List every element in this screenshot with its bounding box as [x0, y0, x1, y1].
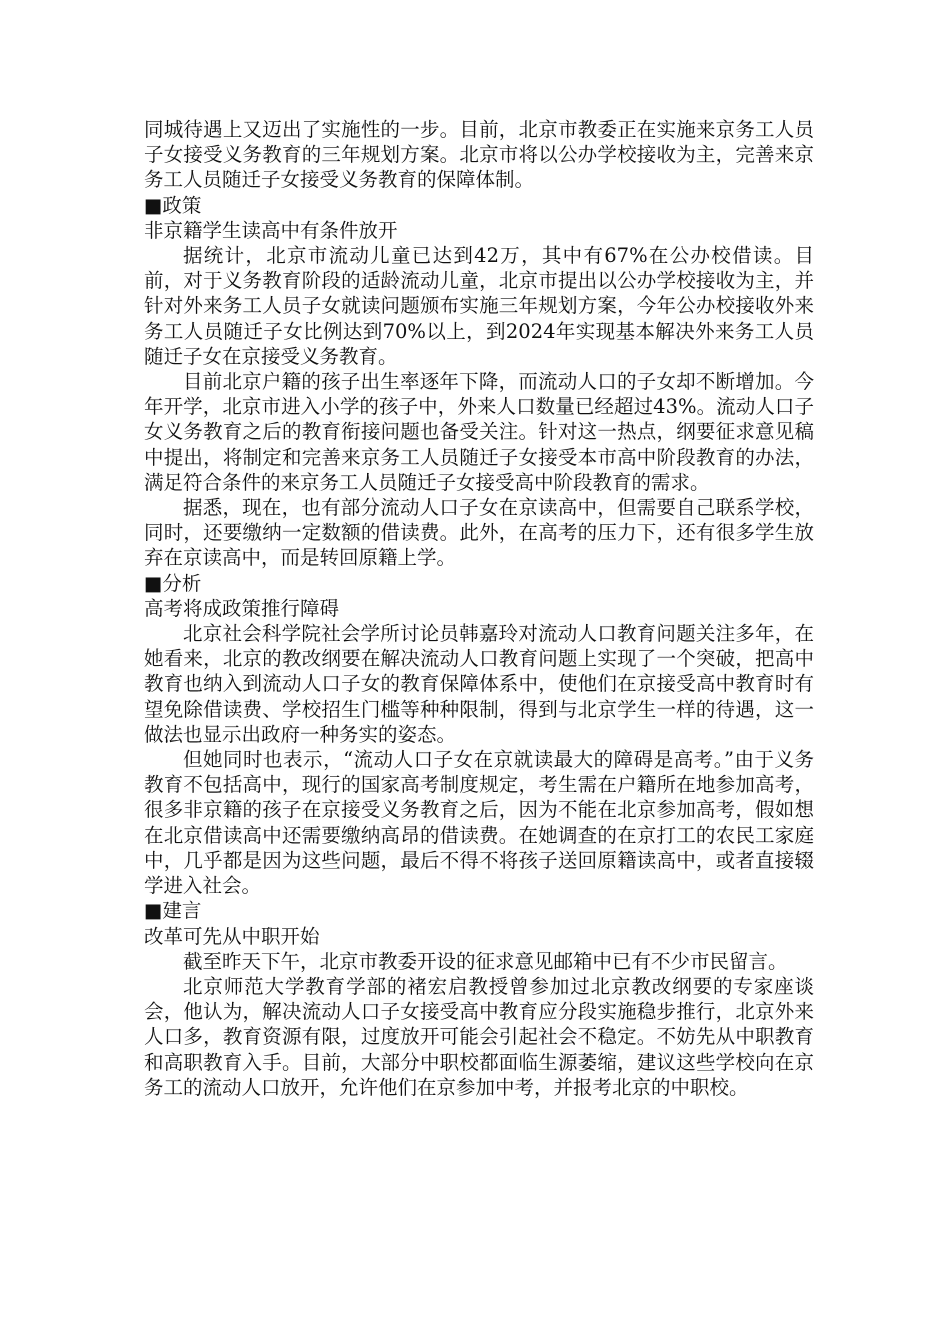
paragraph-professor-view: 北京师范大学教育学部的褚宏启教授曾参加过北京教改纲要的专家座谈会，他认为，解决流动人口子女接受高中教育应分段实施稳步推行，北京外来人口多，教育资源有限，过度放开可能会引起社会不稳定。不妨先从中职教育和高职教育入手。目前，大部分中职校都面临生源萎缩，建议这些学校向在京务工的流动人口放开，允许他们在京参加中考，并报考北京的中职校。 — [144, 974, 814, 1099]
paragraph-statistics: 据统计，北京市流动儿童已达到42万，其中有67%在公办校借读。目前，对于义务教育阶段的适龄流动儿童，北京市提出以公办学校接收为主，并针对外来务工人员子女就读问题颁布实施三年规划方案，今年公办校接收外来务工人员随迁子女比例达到70%以上，到2024年实现基本解决外来务工人员随迁子女在京接受义务教育。 — [144, 244, 814, 368]
paragraph-gaokao-obstacle: 但她同时也表示，“流动人口子女在京就读最大的障碍是高考。”由于义务教育不包括高中，现行的国家高考制度规定，考生需在户籍所在地参加高考，很多非京籍的孩子在京接受义务教育之后，因为不能在北京参加高考，假如想在北京借读高中还需要缴纳高昂的借读费。在她调查的在京打工的农民工家庭中，几乎都是因为这些问题，最后不得不将孩子送回原籍读高中，或者直接辍学进入社会。 — [144, 748, 814, 898]
section-subheading-analysis: 高考将成政策推行障碍 — [144, 596, 340, 620]
section-heading-policy: ■政策 — [144, 193, 202, 217]
document-page — [144, 117, 814, 1100]
paragraph-feedback-mailbox: 截至昨天下午，北京市教委开设的征求意见邮箱中已有不少市民留言。 — [183, 949, 788, 973]
section-heading-suggestion: ■建言 — [144, 899, 202, 923]
paragraph-continuation: 同城待遇上又迈出了实施性的一步。目前，北京市教委正在实施来京务工人员子女接受义务教育的三年规划方案。北京市将以公办学校接收为主，完善来京务工人员随迁子女接受义务教育的保障体制。 — [144, 118, 814, 192]
paragraph-birth-rate: 目前北京户籍的孩子出生率逐年下降，而流动人口的子女却不断增加。今年开学，北京市进入小学的孩子中，外来人口数量已经超过43%。流动人口子女义务教育之后的教育衔接问题也备受关注。针对这一热点，纲要征求意见稿中提出，将制定和完善来京务工人员随迁子女接受本市高中阶段教育的办法，满足符合条件的来京务工人员随迁子女接受高中阶段教育的需求。 — [144, 370, 814, 494]
section-subheading-policy: 非京籍学生读高中有条件放开 — [144, 218, 398, 242]
section-heading-analysis: ■分析 — [144, 571, 202, 595]
paragraph-researcher-view: 北京社会科学院社会学所讨论员韩嘉玲对流动人口教育问题关注多年，在她看来，北京的教改纲要在解决流动人口教育问题上实现了一个突破，把高中教育也纳入到流动人口子女的教育保障体系中，使他们在京接受高中教育时有望免除借读费、学校招生门槛等种种限制，得到与北京学生一样的待遇，这一做法也显示出政府一种务实的姿态。 — [144, 622, 814, 746]
paragraph-high-school-fees: 据悉，现在，也有部分流动人口子女在京读高中，但需要自己联系学校，同时，还要缴纳一定数额的借读费。此外，在高考的压力下，还有很多学生放弃在京读高中，而是转回原籍上学。 — [144, 496, 814, 570]
section-subheading-suggestion: 改革可先从中职开始 — [144, 924, 320, 948]
